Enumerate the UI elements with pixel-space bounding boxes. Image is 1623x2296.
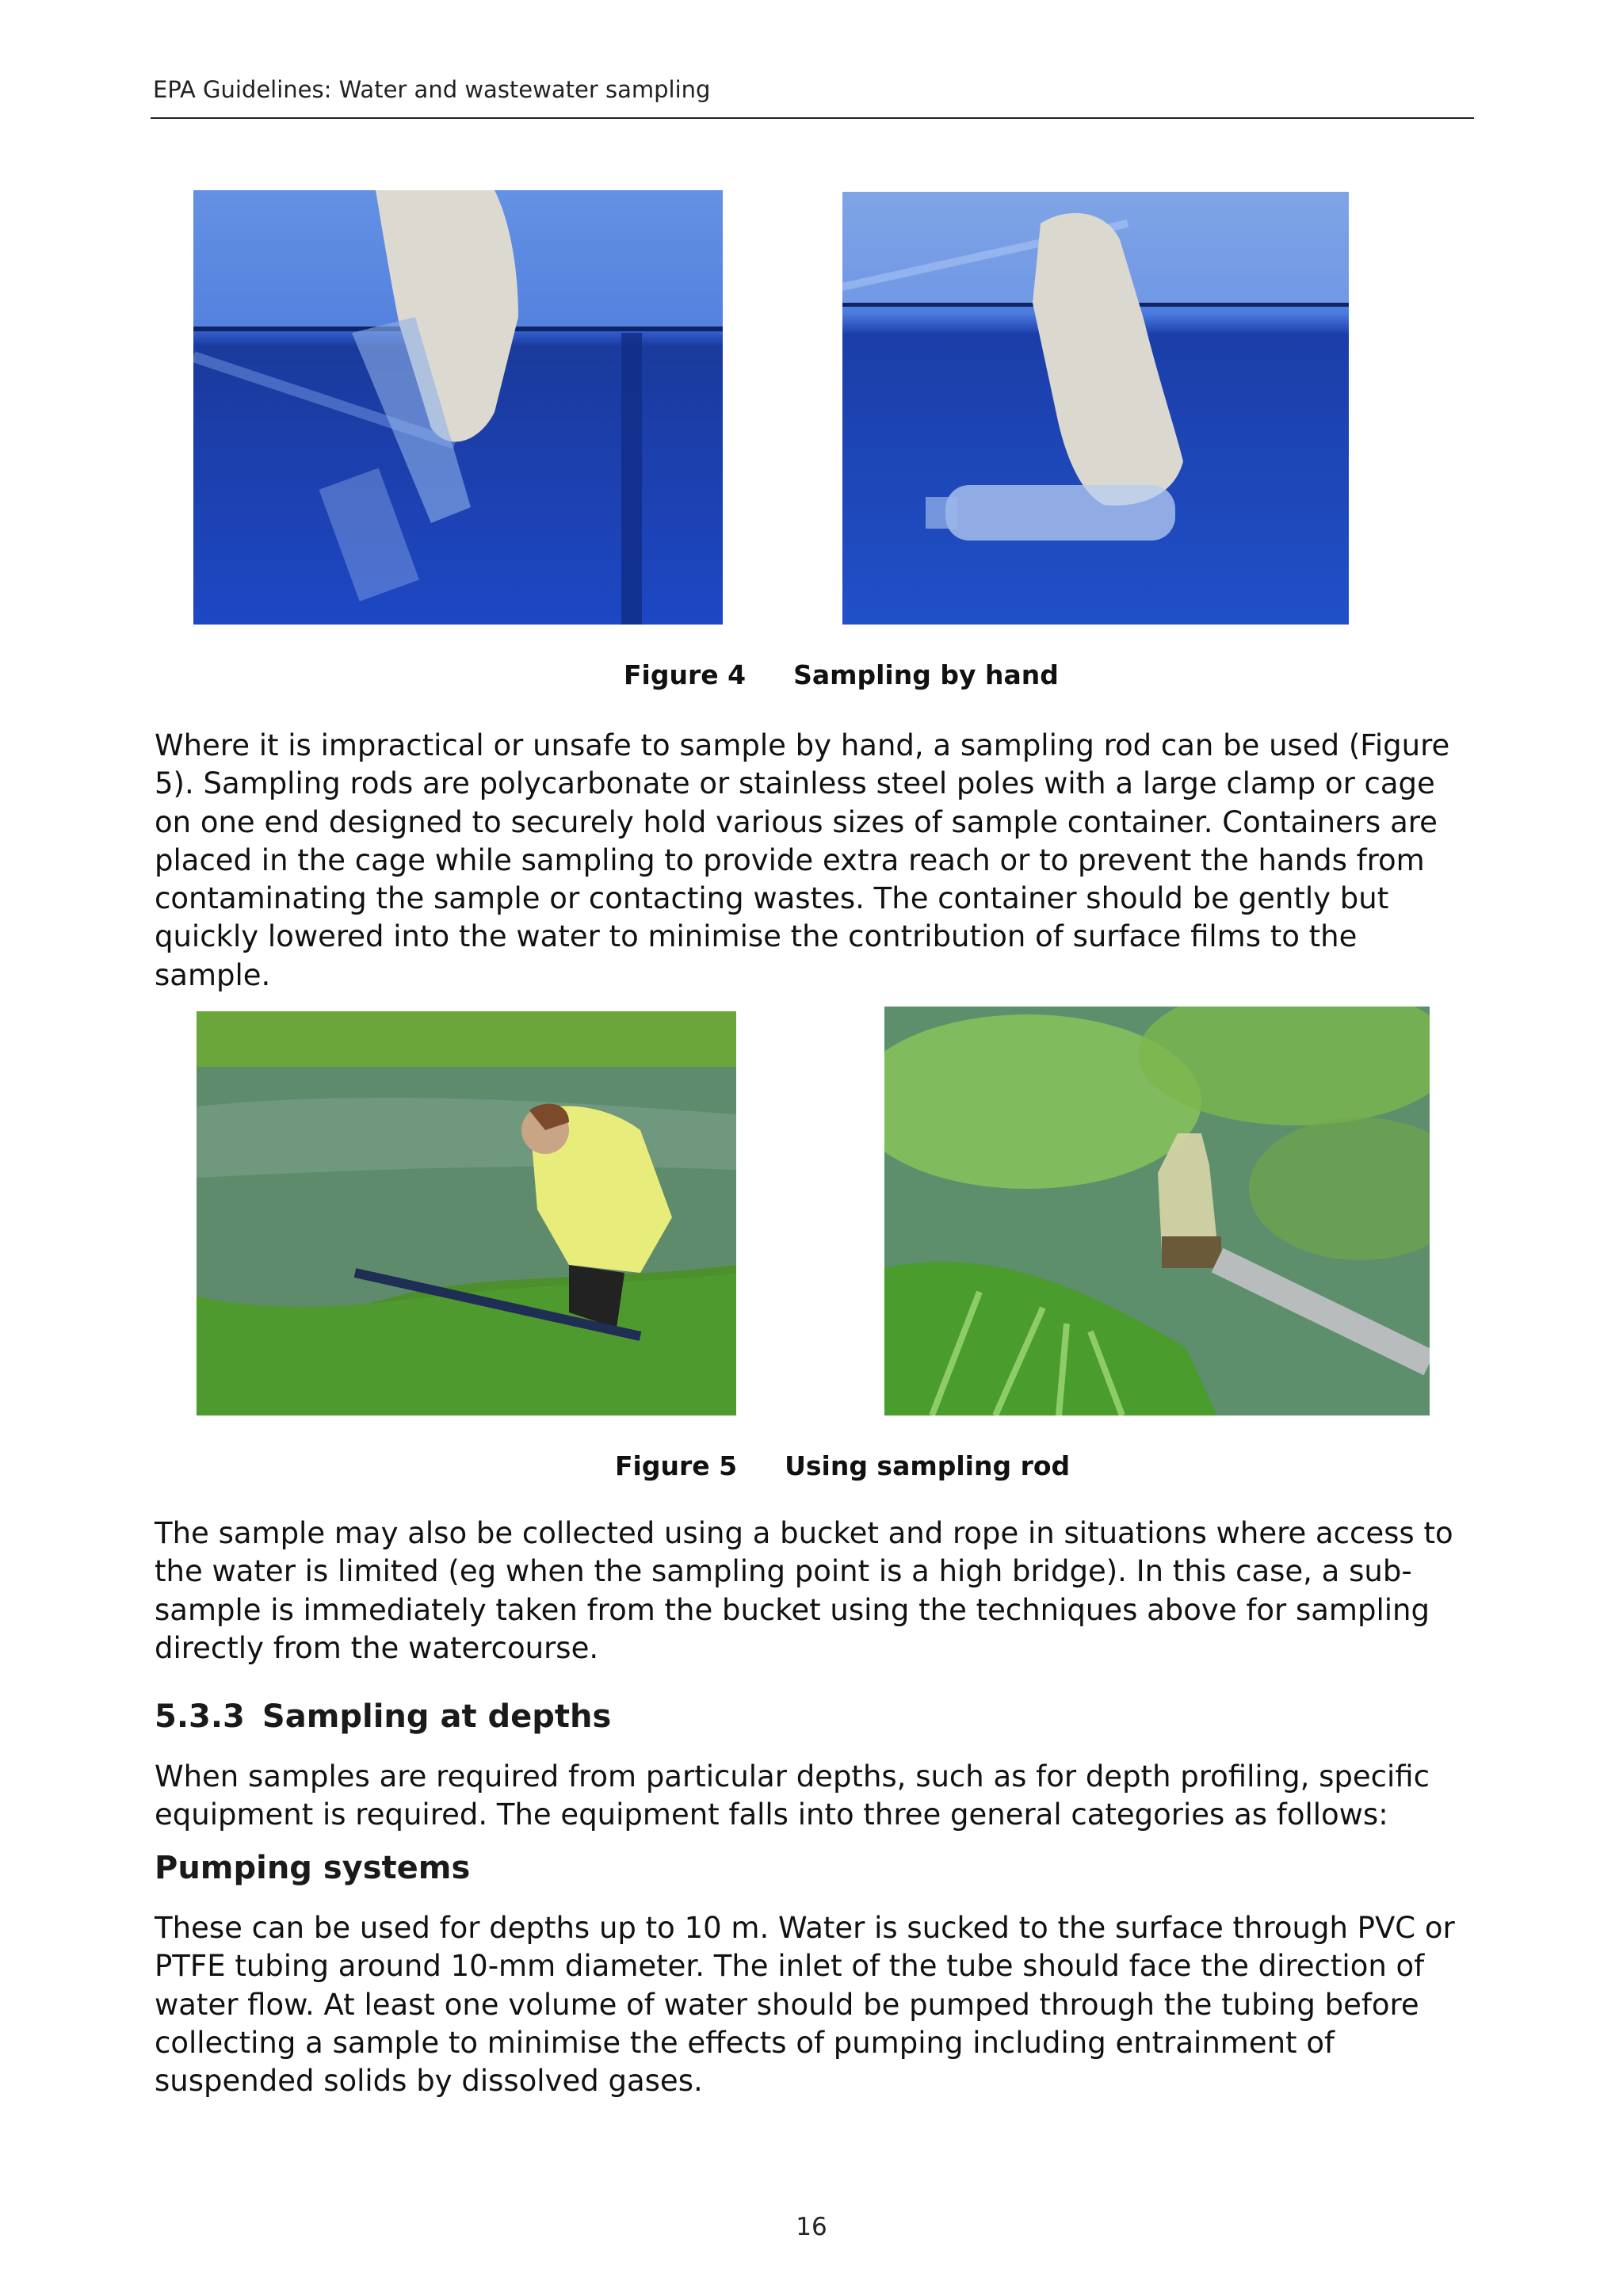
figure5-photo-left xyxy=(197,1011,736,1415)
figure5-photo-right xyxy=(884,1007,1430,1415)
header-divider xyxy=(151,117,1474,119)
body-paragraph-depths: When samples are required from particular depths, such as for depth profiling, specific equipment is required. The equipment falls into three general categories as follows: xyxy=(155,1759,1430,1832)
section-heading xyxy=(155,1698,611,1735)
subheading-pumping-systems: Pumping systems xyxy=(155,1850,471,1886)
figure5-title: Using sampling rod xyxy=(785,1450,1071,1481)
running-header: EPA Guidelines: Water and wastewater sampling xyxy=(153,76,711,103)
figure4-number: Figure 4 xyxy=(624,659,747,690)
figure5-number: Figure 5 xyxy=(615,1450,738,1481)
body-paragraph-pumping: These can be used for depths up to 10 m. Water is sucked to the surface through PVC or PTFE tubing around 10-mm diameter. The inlet of the tube should face the direction of water flow. At least one volume of water should be pumped through the tubing before collecting a sample to minimise the effects of pumping including entrainment of suspended solids by dissolved gases. xyxy=(155,1911,1455,2099)
figure4-title: Sampling by hand xyxy=(793,659,1059,690)
body-paragraph-rod: Where it is impractical or unsafe to sample by hand, a sampling rod can be used (Figure 5). Sampling rods are polycarbonate or stainless steel poles with a large clamp or cage on one end designed to securely hold various sizes of sample container. Containers are placed in the cage while sampling to provide extra reach or to prevent the hands from contaminating the sample or contacting wastes. The container should be gently but quickly lowered into the water to minimise the contribution of surface films to the sample. xyxy=(155,728,1450,992)
figure4-photo-right xyxy=(842,192,1349,625)
page-number: 16 xyxy=(796,2213,827,2241)
section-title: Sampling at depths xyxy=(262,1698,612,1735)
section-number: 5.3.3 xyxy=(155,1698,245,1735)
figure4-caption xyxy=(624,659,1059,690)
body-paragraph-bucket: The sample may also be collected using a bucket and rope in situations where access to the water is limited (eg when the sampling point is a high bridge). In this case, a sub-sample is immediately taken from the bucket using the techniques above for sampling directly from the watercourse. xyxy=(155,1516,1453,1665)
figure5-caption xyxy=(615,1450,1070,1481)
figure4-photo-left xyxy=(193,190,723,625)
